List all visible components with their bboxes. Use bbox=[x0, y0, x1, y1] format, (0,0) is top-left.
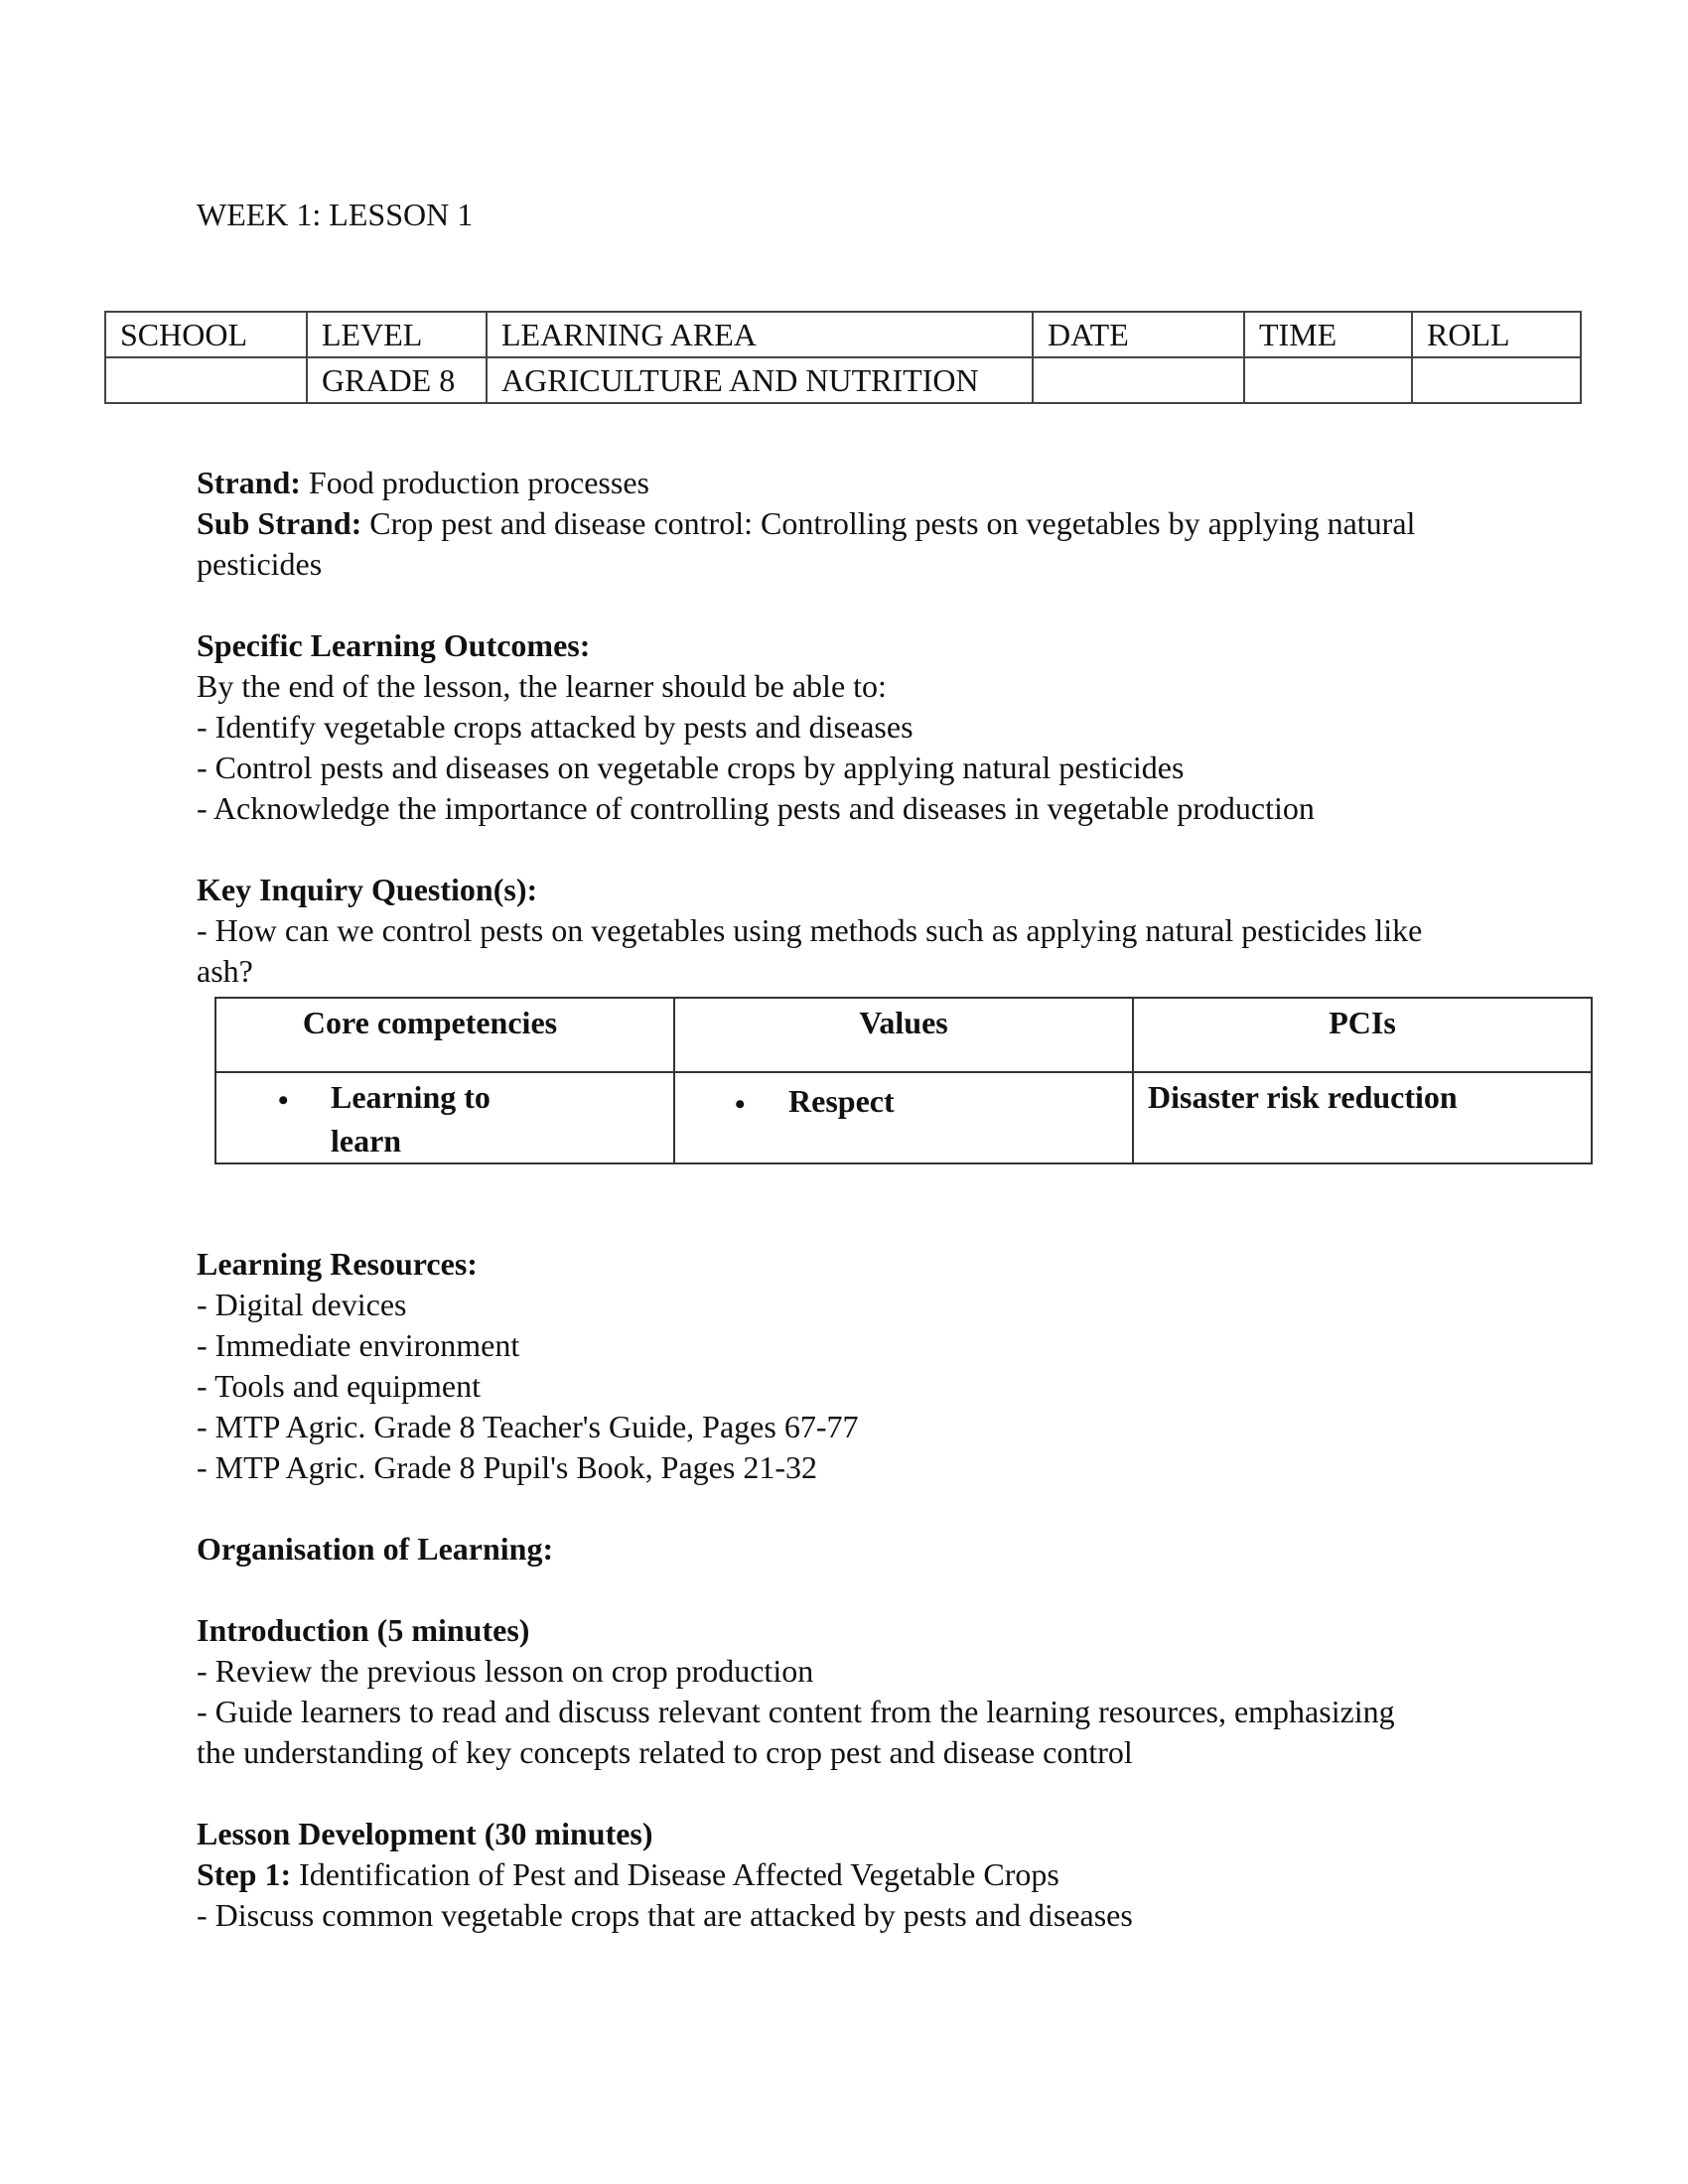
pcis-header: PCIs bbox=[1133, 998, 1592, 1072]
outcomes-intro: By the end of the lesson, the learner should be able to: bbox=[197, 668, 887, 704]
values-header: Values bbox=[674, 998, 1133, 1072]
sub-strand-value-continued: pesticides bbox=[197, 546, 323, 582]
core-competencies-header: Core competencies bbox=[215, 998, 674, 1072]
inquiry-heading: Key Inquiry Question(s): bbox=[197, 872, 538, 907]
school-value-cell bbox=[105, 357, 307, 403]
learning-area-value-cell: AGRICULTURE AND NUTRITION bbox=[487, 357, 1033, 403]
step-1-item: - Discuss common vegetable crops that are attacked by pests and diseases bbox=[197, 1897, 1133, 1933]
roll-column-label: ROLL bbox=[1412, 312, 1581, 357]
strand-label: Strand: bbox=[197, 465, 301, 500]
pci-cell bbox=[1133, 1072, 1592, 1163]
outcome-item: - Control pests and diseases on vegetable crops by applying natural pesticides bbox=[197, 750, 1185, 785]
bullet-icon: • bbox=[735, 1088, 746, 1121]
bullet-icon: • bbox=[278, 1084, 289, 1117]
resource-item: - Digital devices bbox=[197, 1287, 407, 1322]
core-competency-text: Learning to bbox=[331, 1079, 491, 1115]
pci-text: Disaster risk reduction bbox=[1148, 1079, 1458, 1115]
resource-item: - Tools and equipment bbox=[197, 1368, 482, 1404]
value-text: Respect bbox=[788, 1083, 895, 1119]
outcome-item: - Identify vegetable crops attacked by pests and diseases bbox=[197, 709, 914, 745]
competencies-header-row bbox=[215, 998, 1592, 1072]
sub-strand-line bbox=[197, 503, 1415, 544]
value-cell bbox=[674, 1072, 1133, 1163]
resources-heading: Learning Resources: bbox=[197, 1246, 478, 1282]
inquiry-question-continued: ash? bbox=[197, 953, 253, 989]
step-1-title: Identification of Pest and Disease Affected Vegetable Crops bbox=[299, 1856, 1059, 1892]
time-column-label: TIME bbox=[1244, 312, 1412, 357]
lesson-header-table bbox=[104, 311, 1582, 404]
week-heading: WEEK 1: LESSON 1 bbox=[197, 197, 474, 232]
strand-value: Food production processes bbox=[308, 465, 649, 500]
resource-item: - MTP Agric. Grade 8 Pupil's Book, Pages 21-32 bbox=[197, 1449, 817, 1485]
core-competency-cell bbox=[215, 1072, 674, 1163]
competencies-body-row bbox=[215, 1072, 1592, 1163]
core-competency-text-continued: learn bbox=[331, 1123, 402, 1159]
step-1-line bbox=[197, 1854, 1059, 1895]
outcome-item: - Acknowledge the importance of controlling pests and diseases in vegetable production bbox=[197, 790, 1315, 826]
development-heading: Lesson Development (30 minutes) bbox=[197, 1816, 653, 1851]
introduction-item-continued: the understanding of key concepts related to crop pest and disease control bbox=[197, 1734, 1133, 1770]
roll-value-cell bbox=[1412, 357, 1581, 403]
level-column-label: LEVEL bbox=[307, 312, 487, 357]
level-value-cell: GRADE 8 bbox=[307, 357, 487, 403]
resource-item: - MTP Agric. Grade 8 Teacher's Guide, Pages 67-77 bbox=[197, 1409, 859, 1444]
date-value-cell bbox=[1033, 357, 1244, 403]
step-1-label: Step 1: bbox=[197, 1856, 292, 1892]
inquiry-question: - How can we control pests on vegetables using methods such as applying natural pesticides like bbox=[197, 912, 1423, 948]
sub-strand-label: Sub Strand: bbox=[197, 505, 362, 541]
outcomes-heading: Specific Learning Outcomes: bbox=[197, 627, 591, 663]
time-value-cell bbox=[1244, 357, 1412, 403]
introduction-item: - Guide learners to read and discuss relevant content from the learning resources, emphasizing bbox=[197, 1694, 1395, 1729]
introduction-heading: Introduction (5 minutes) bbox=[197, 1612, 530, 1648]
strand-line bbox=[197, 463, 649, 503]
header-table-labels-row bbox=[105, 312, 1581, 357]
sub-strand-value: Crop pest and disease control: Controlling pests on vegetables by applying natural bbox=[369, 505, 1416, 541]
organisation-heading: Organisation of Learning: bbox=[197, 1531, 554, 1567]
header-table-values-row bbox=[105, 357, 1581, 403]
competencies-table bbox=[214, 997, 1593, 1164]
date-column-label: DATE bbox=[1033, 312, 1244, 357]
introduction-item: - Review the previous lesson on crop production bbox=[197, 1653, 814, 1689]
resource-item: - Immediate environment bbox=[197, 1327, 520, 1363]
school-column-label: SCHOOL bbox=[105, 312, 307, 357]
learning-area-column-label: LEARNING AREA bbox=[487, 312, 1033, 357]
